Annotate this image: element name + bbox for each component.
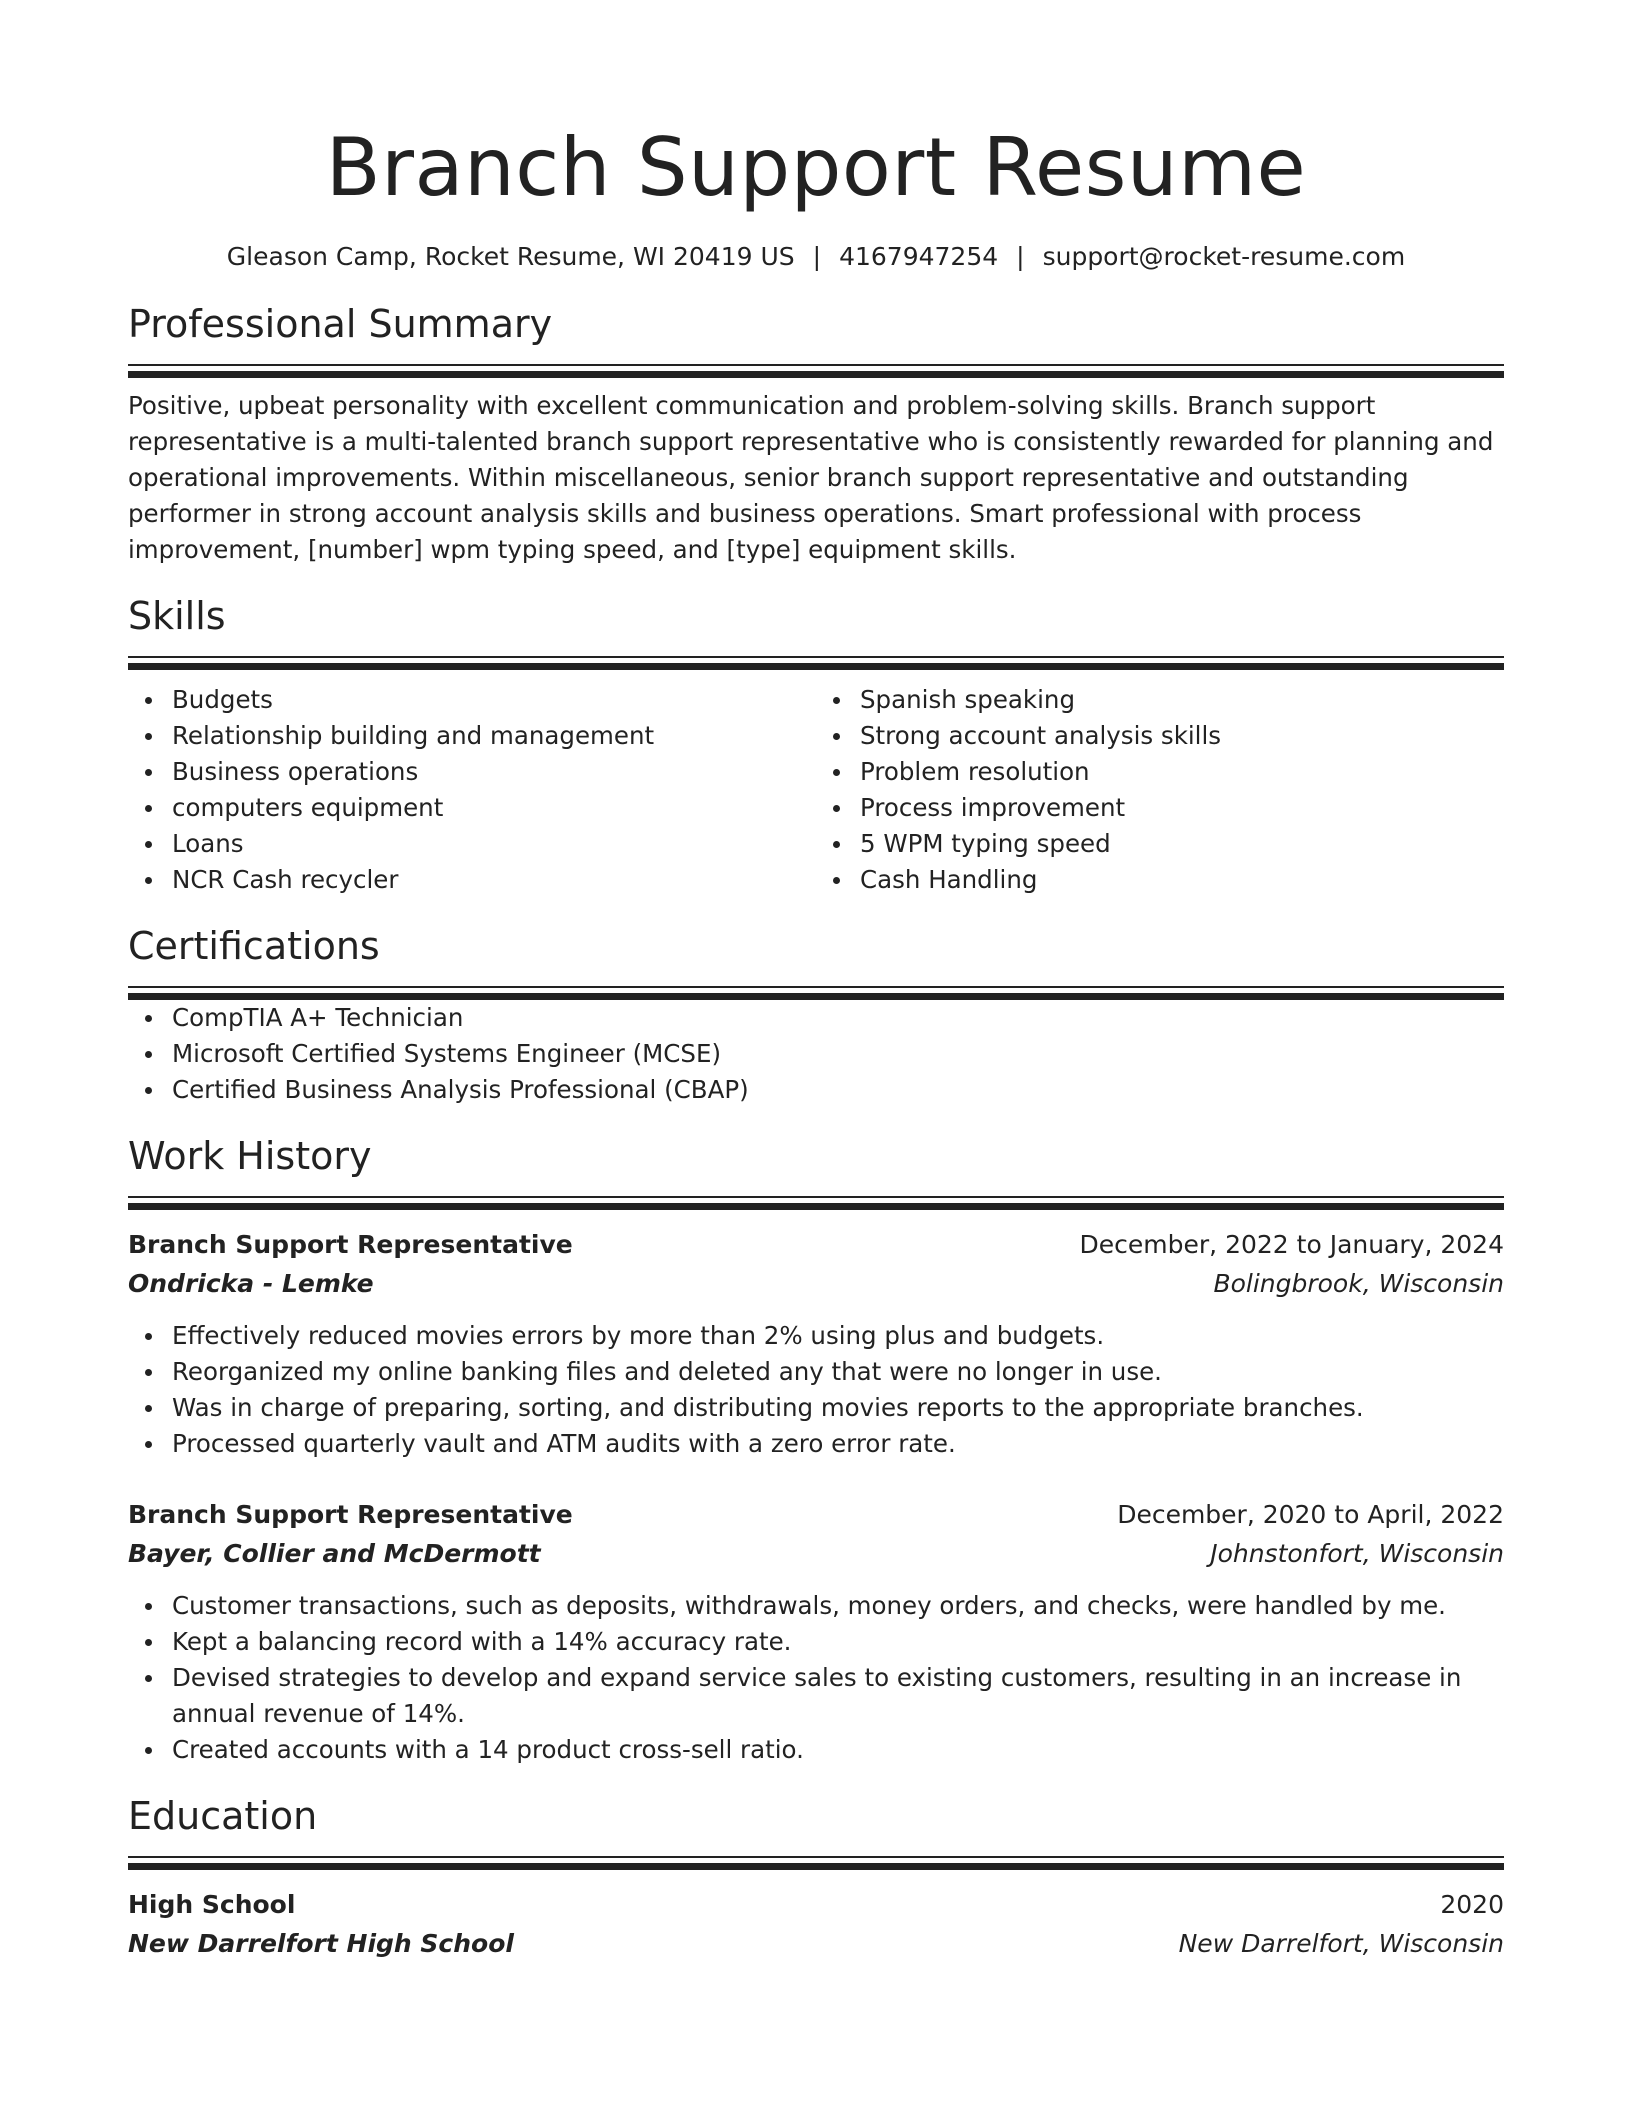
education-entry	[128, 1886, 1504, 1964]
education-school: New Darrelfort High School	[128, 1929, 514, 1958]
skill-item: Relationship building and management	[172, 718, 816, 754]
contact-separator: |	[1016, 242, 1025, 271]
skill-item: Loans	[172, 826, 816, 862]
education-header-row	[128, 1886, 1504, 1924]
job-entry	[128, 1496, 1504, 1768]
contact-address: Gleason Camp, Rocket Resume, WI 20419 US	[226, 242, 795, 271]
job-company-row	[128, 1534, 1504, 1574]
job-dates: December, 2022 to January, 2024	[1079, 1230, 1504, 1259]
job-duties-list	[128, 1588, 1504, 1768]
summary-section	[128, 298, 1504, 568]
job-company-row	[128, 1264, 1504, 1304]
work-history-section	[128, 1130, 1504, 1768]
certifications-list	[128, 1000, 1504, 1108]
job-duty: Reorganized my online banking files and deleted any that were no longer in use.	[172, 1354, 1504, 1390]
job-company: Ondricka - Lemke	[128, 1269, 374, 1298]
contact-line	[128, 240, 1504, 274]
section-divider	[128, 1196, 1504, 1210]
job-header-row	[128, 1226, 1504, 1264]
skill-item: Process improvement	[860, 790, 1504, 826]
contact-separator: |	[812, 242, 822, 271]
resume-title: Branch Support Resume	[325, 121, 1307, 214]
skills-column-right	[816, 682, 1504, 898]
section-heading: Education	[128, 1794, 318, 1838]
education-degree: High School	[128, 1890, 296, 1919]
job-duties-list	[128, 1318, 1504, 1462]
certification-item: Certified Business Analysis Professional (CBAP)	[172, 1072, 1504, 1108]
job-header-row	[128, 1496, 1504, 1534]
certification-item: Microsoft Certified Systems Engineer (MCSE)	[172, 1036, 1504, 1072]
skill-item: 5 WPM typing speed	[860, 826, 1504, 862]
skill-item: Spanish speaking	[860, 682, 1504, 718]
summary-text: Positive, upbeat personality with excellent communication and problem-solving skills. Branch support representative is a multi-talented branch support representative who is consistently rewarded for planning and operational improvements. Within miscellaneous, senior branch support representative and outstanding performer in strong account analysis skills and business operations. Smart professional with process improvement, [number] wpm typing speed, and [type] equipment skills.	[128, 391, 1494, 564]
education-school-row	[128, 1924, 1504, 1964]
job-duty: Devised strategies to develop and expand service sales to existing customers, resulting in an increase in annual revenue of 14%.	[172, 1660, 1504, 1732]
contact-phone: 4167947254	[839, 242, 999, 271]
skills-grid	[128, 682, 1504, 898]
job-location: Johnstonfort, Wisconsin	[1210, 1539, 1504, 1568]
skill-item: NCR Cash recycler	[172, 862, 816, 898]
contact-email: support@rocket-resume.com	[1042, 242, 1406, 271]
section-heading: Certifications	[128, 924, 380, 968]
section-heading: Work History	[128, 1134, 372, 1178]
skills-list	[816, 682, 1504, 898]
job-dates: December, 2020 to April, 2022	[1117, 1500, 1504, 1529]
section-divider	[128, 986, 1504, 1000]
job-duty: Created accounts with a 14 product cross-sell ratio.	[172, 1732, 1504, 1768]
job-duty: Customer transactions, such as deposits, withdrawals, money orders, and checks, were handled by me.	[172, 1588, 1504, 1624]
job-duty: Effectively reduced movies errors by more than 2% using plus and budgets.	[172, 1318, 1504, 1354]
skills-list	[128, 682, 816, 898]
education-section	[128, 1790, 1504, 1964]
skills-column-left	[128, 682, 816, 898]
section-divider	[128, 1856, 1504, 1870]
job-title: Branch Support Representative	[128, 1230, 573, 1259]
skill-item: Business operations	[172, 754, 816, 790]
section-heading: Professional Summary	[128, 302, 553, 346]
skill-item: Strong account analysis skills	[860, 718, 1504, 754]
skills-section	[128, 590, 1504, 898]
skill-item: Problem resolution	[860, 754, 1504, 790]
job-duty: Was in charge of preparing, sorting, and distributing movies reports to the appropriate branches.	[172, 1390, 1504, 1426]
section-divider	[128, 364, 1504, 378]
section-divider	[128, 656, 1504, 670]
job-title: Branch Support Representative	[128, 1500, 573, 1529]
job-entry	[128, 1226, 1504, 1462]
job-company: Bayer, Collier and McDermott	[128, 1539, 541, 1568]
skill-item: Budgets	[172, 682, 816, 718]
skill-item: computers equipment	[172, 790, 816, 826]
certification-item: CompTIA A+ Technician	[172, 1000, 1504, 1036]
skill-item: Cash Handling	[860, 862, 1504, 898]
job-duty: Processed quarterly vault and ATM audits with a zero error rate.	[172, 1426, 1504, 1462]
education-year: 2020	[1440, 1890, 1504, 1919]
section-heading: Skills	[128, 594, 226, 638]
job-duty: Kept a balancing record with a 14% accuracy rate.	[172, 1624, 1504, 1660]
education-location: New Darrelfort, Wisconsin	[1178, 1929, 1504, 1958]
certifications-section	[128, 920, 1504, 1108]
job-location: Bolingbrook, Wisconsin	[1213, 1269, 1504, 1298]
